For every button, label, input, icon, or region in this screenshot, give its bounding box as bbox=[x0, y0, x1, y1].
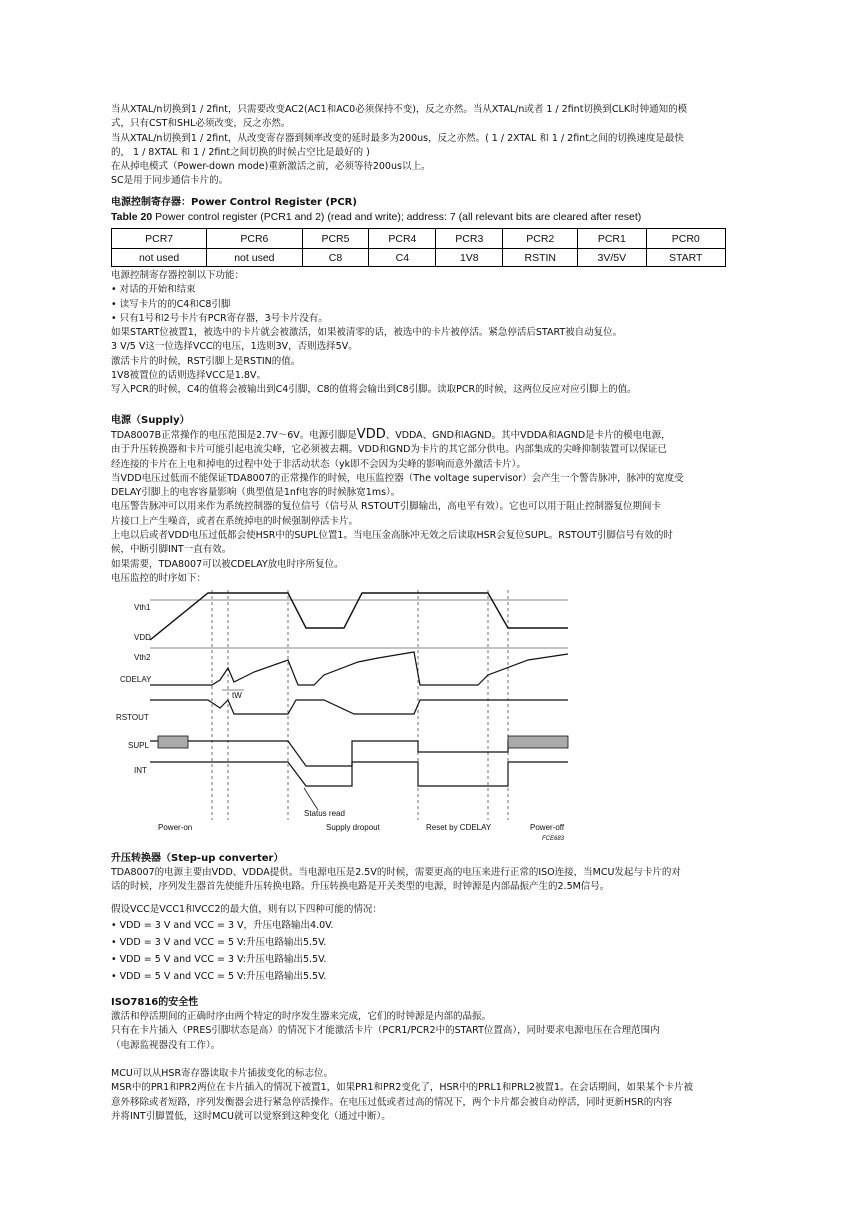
section-heading: 升压转换器（Step-up converter） bbox=[111, 853, 284, 864]
text-line: TDA8007B正常操作的电压范围是2.7V～6V。电源引脚是VDD、VDDA、GND和AGND。其中VDDA和AGND是卡片的模电电源， bbox=[111, 427, 671, 442]
table-header-cell: PCR5 bbox=[302, 229, 369, 249]
text-line: 当从XTAL/n切换到1 / 2fint，只需要改变AC2(AC1和AC0必须保持不变)，反之亦然。当从XTAL/n或者 1 / 2fint切换到CLK时钟通知的模 bbox=[111, 104, 688, 115]
text-line: MSR中的PR1和PR2两位在卡片插入的情况下被置1，如果PR1和PR2变化了，HSR中的PRL1和PRL2被置1。在会话期间，如果某个卡片被 bbox=[111, 1082, 694, 1094]
tw-label: tW bbox=[232, 691, 242, 700]
status-read-label: Status read bbox=[304, 809, 345, 818]
text-line: 当VDD电压过低而不能保证TDA8007的正常操作的时候，电压监控器（The voltage supervisor）会产生一个警告脉冲，脉冲的宽度受 bbox=[111, 472, 684, 484]
table-cell: not used bbox=[112, 249, 207, 267]
intro-paragraph bbox=[111, 103, 687, 189]
text-line: 激活和停活期间的正确时序由两个特定的时序发生器来完成，它们的时钟源是内部的晶振。 bbox=[111, 1011, 492, 1022]
list-item: • VDD = 5 V and VCC = 5 V:升压电路输出5.5V. bbox=[111, 970, 327, 982]
text-line: 写入PCR的时候，C4的值将会被输出到C4引脚，C8的值将会输出到C8引脚。读取PCR的时候，这两位反应对应引脚上的值。 bbox=[111, 384, 637, 396]
text-line: 由于升压转换器和卡片可能引起电流尖峰，它必须被去耦。VDD和GND为卡片的其它部分供电。内部集成的尖峰抑制装置可以保证已 bbox=[111, 444, 667, 456]
text-line: 电压警告脉冲可以用来作为系统控制器的复位信号（信号从 RSTOUT引脚输出，高电平有效）。它也可以用于阻止控制器复位期间卡 bbox=[111, 501, 661, 513]
text-line: 电压监控的时序如下： bbox=[111, 572, 207, 584]
supply-section bbox=[111, 414, 684, 586]
supply-dropout-label: Supply dropout bbox=[326, 823, 380, 832]
reset-by-cdelay-label: Reset by CDELAY bbox=[426, 823, 492, 832]
int-waveform bbox=[150, 762, 568, 786]
text-line: 经连接的卡片在上电和掉电的过程中处于非活动状态（yk即不会因为尖峰的影响而意外激活卡片）。 bbox=[111, 458, 526, 470]
section-heading: 电源控制寄存器：Power Control Register (PCR) bbox=[111, 197, 357, 208]
int-label: INT bbox=[134, 766, 147, 775]
list-item: • VDD = 3 V and VCC = 3 V，升压电路输出4.0V. bbox=[111, 919, 334, 931]
text-line: MCU可以从HSR寄存器读取卡片插拔变化的标志位。 bbox=[111, 1068, 334, 1080]
table-row bbox=[112, 249, 726, 267]
pcr-section bbox=[111, 196, 726, 398]
text-line: 上电以后或者VDD电压过低都会使HSR中的SUPL位置1。当电压金高脉冲无效之后读取HSR会复位SUPL。RSTOUT引脚信号有效的时 bbox=[111, 530, 673, 542]
text-line: 片接口上产生噪音，或者在系统掉电的时候强制停活卡片。 bbox=[111, 515, 359, 527]
table-header-cell: PCR6 bbox=[207, 229, 302, 249]
text-line: 候，中断引脚INT一直有效。 bbox=[111, 544, 232, 556]
pcr-register-table bbox=[111, 228, 726, 267]
text-line: 的， 1 / 8XTAL 和 1 / 2fint之间切换的时候占空比是最好的 ) bbox=[111, 146, 370, 158]
table-caption: Table 20 Power control register (PCR1 and 2) (read and write); address: 7 (all relevant bits are cleared after reset) bbox=[111, 211, 642, 223]
list-item: • 对话的开始和结束 bbox=[111, 284, 196, 296]
text-line: 假设VCC是VCC1和VCC2的最大值，则有以下四种可能的情况： bbox=[111, 903, 382, 915]
table-header-cell: PCR2 bbox=[503, 229, 578, 249]
table-header-cell: PCR7 bbox=[112, 229, 207, 249]
table-header-cell: PCR1 bbox=[578, 229, 646, 249]
table-cell: RSTIN bbox=[503, 249, 578, 267]
rstout-waveform bbox=[150, 700, 568, 714]
text-line: 激活卡片的时候，RST引脚上是RSTIN的值。 bbox=[111, 355, 301, 367]
table-header-row bbox=[112, 229, 726, 249]
table-cell: 1V8 bbox=[436, 249, 503, 267]
text-line: （电源监视器没有工作）。 bbox=[111, 1039, 221, 1051]
cdelay-waveform bbox=[150, 652, 568, 685]
figure-ref: FCE683 bbox=[542, 836, 565, 842]
supl-label: SUPL bbox=[128, 741, 149, 750]
supl-hatched-block bbox=[158, 736, 188, 748]
vth1-label: Vth1 bbox=[134, 603, 151, 612]
list-item: • 只有1号和2号卡片有PCR寄存器，3号卡片没有。 bbox=[111, 312, 328, 324]
text-line: 电源控制寄存器控制以下功能： bbox=[111, 270, 245, 281]
pcr-description bbox=[111, 269, 726, 398]
text-line: 并将INT引脚置低，这时MCU就可以觉察到这种变化（通过中断）。 bbox=[111, 1111, 391, 1123]
cdelay-label: CDELAY bbox=[120, 675, 152, 684]
list-item: • VDD = 5 V and VCC = 3 V:升压电路输出5.5V. bbox=[111, 953, 327, 965]
text-line: 1V8被置位的话则选择VCC是1.8V。 bbox=[111, 370, 266, 382]
text-line bbox=[111, 1053, 693, 1067]
iso-section bbox=[111, 996, 693, 1124]
supl-hatched-block bbox=[508, 736, 568, 748]
status-read-pointer bbox=[304, 788, 318, 810]
section-heading: 电源（Supply） bbox=[111, 415, 190, 426]
table-cell: START bbox=[646, 249, 726, 267]
text-line: 在从掉电模式（Power-down mode)重新激活之前，必须等待200us以上。 bbox=[111, 161, 431, 173]
rstout-label: RSTOUT bbox=[116, 713, 149, 722]
stepup-section bbox=[111, 852, 681, 985]
table-header-cell: PCR0 bbox=[646, 229, 726, 249]
table-cell: not used bbox=[207, 249, 302, 267]
vdd-label: VDD bbox=[134, 633, 151, 642]
text-line: SC是用于同步通信卡片的。 bbox=[111, 175, 229, 187]
text-line: 式，只有CST和SHL必须改变，反之亦然。 bbox=[111, 118, 291, 130]
power-off-label: Power-off bbox=[530, 823, 565, 832]
text-line: 如果START位被置1，被选中的卡片就会被激活，如果被清零的话，被选中的卡片被停活。紧急停活后START被自动复位。 bbox=[111, 327, 623, 339]
table-cell: C4 bbox=[369, 249, 436, 267]
table-cell: C8 bbox=[302, 249, 369, 267]
table-cell: 3V/5V bbox=[578, 249, 646, 267]
text-line: 当从XTAL/n切换到1 / 2fint，从改变寄存器到频率改变的延时最多为200us，反之亦然。( 1 / 2XTAL 和 1 / 2fint之间的切换速度是最快 bbox=[111, 132, 684, 144]
table-header-cell: PCR4 bbox=[369, 229, 436, 249]
text-line: 只有在卡片插入（PRES引脚状态是高）的情况下才能激活卡片（PCR1/PCR2中的START位置高），同时要求电源电压在合理范围内 bbox=[111, 1025, 660, 1037]
text-line: TDA8007的电源主要由VDD、VDDA提供。当电源电压是2.5V的时候，需要更高的电压来进行正常的ISO连接，当MCU发起与卡片的对 bbox=[111, 867, 681, 878]
section-heading: ISO7816的安全性 bbox=[111, 997, 199, 1008]
list-item: • 读写卡片的的C4和C8引脚 bbox=[111, 298, 231, 310]
text-line: 意外移除或者短路，序列发衡器会进行紧急停活操作。在电压过低或者过高的情况下，两个卡片都会被自动停活，同时更新HSR的内容 bbox=[111, 1096, 673, 1108]
power-on-label: Power-on bbox=[158, 823, 193, 832]
text-line: 3 V/5 V这一位选择VCC的电压，1选则3V，否则选择5V。 bbox=[111, 341, 358, 353]
text-line: DELAY引脚上的电容容量影响（典型值是1nf电容的时候脉宽1ms）。 bbox=[111, 487, 401, 499]
list-item: • VDD = 3 V and VCC = 5 V:升压电路输出5.5V. bbox=[111, 936, 327, 948]
text-line: 话的时候，序列发生器首先使能升压转换电路。升压转换电路是开关类型的电源，时钟源是内部晶振产生的2.5M信号。 bbox=[111, 881, 610, 893]
vth2-label: Vth2 bbox=[134, 653, 151, 662]
text-line: 如果需要，TDA8007可以被CDELAY放电时序所复位。 bbox=[111, 558, 344, 570]
table-header-cell: PCR3 bbox=[436, 229, 503, 249]
supply-timing-diagram bbox=[116, 590, 578, 842]
